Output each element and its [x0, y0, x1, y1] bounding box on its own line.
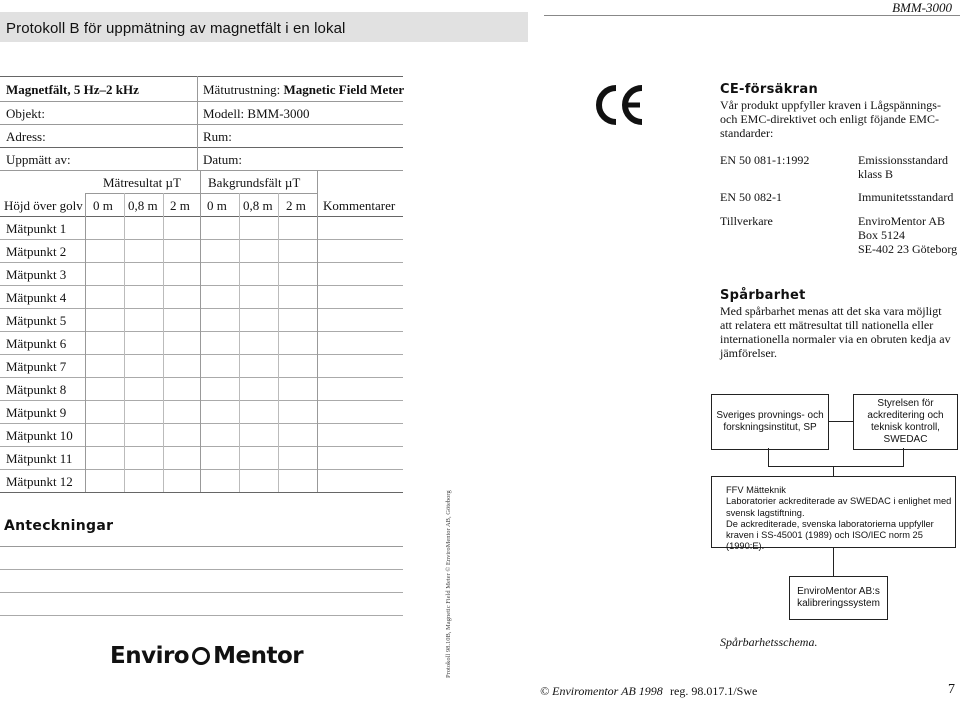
row-label: Mätpunkt 2 — [6, 244, 67, 259]
connector-line — [768, 466, 904, 467]
row-label: Mätpunkt 7 — [6, 359, 67, 374]
product-code: BMM-3000 — [892, 0, 952, 15]
logo-ring-icon — [192, 647, 210, 665]
model-field: Modell: BMM-3000 — [203, 106, 310, 121]
swedac-box — [853, 394, 958, 450]
background-header: Bakgrundsfält µT — [208, 175, 301, 190]
date-field[interactable]: Datum: — [203, 152, 242, 167]
footer-reg: reg. 98.017.1/Swe — [670, 684, 758, 698]
frequency-label: Magnetfält, 5 Hz–2 kHz — [6, 82, 139, 97]
result-header: Mätresultat µT — [103, 175, 181, 190]
row-label: Mätpunkt 8 — [6, 382, 67, 397]
page-title: Protokoll B för uppmätning av magnetfält i en lokal — [6, 20, 346, 37]
row-label: Mätpunkt 12 — [6, 474, 73, 489]
ce-std-1-desc: Emissionsstandard klass B — [858, 153, 948, 181]
col-0m: 0 m — [93, 198, 113, 213]
object-field[interactable]: Objekt: — [6, 106, 45, 121]
row-label: Mätpunkt 4 — [6, 290, 67, 305]
col-bg-08m: 0,8 m — [243, 198, 273, 213]
ce-body: Vår produkt uppfyller kraven i Lågspännings- och EMC-direktivet och enligt föjande EMC-standarder: — [720, 98, 941, 140]
manufacturer-label: Tillverkare — [720, 214, 773, 228]
col-comments: Kommentarer — [323, 198, 396, 213]
col-08m: 0,8 m — [128, 198, 158, 213]
sp-box-text: Sveriges provnings- och forskningsinstitut, SP — [716, 410, 824, 433]
ffv-box — [711, 476, 956, 552]
ce-std-2-desc: Immunitetsstandard — [858, 190, 954, 204]
room-field[interactable]: Rum: — [203, 129, 232, 144]
measured-by-field[interactable]: Uppmätt av: — [6, 152, 71, 167]
page-number: 7 — [948, 682, 955, 697]
sp-box — [711, 394, 829, 450]
schema-caption: Spårbarhetsschema. — [720, 635, 818, 649]
connector-line — [903, 448, 904, 466]
traceability-body: Med spårbarhet menas att det ska vara möjligt att relatera ett mätresultat till nationella eller internationella normaler via en obruten kedja av jämförelser. — [720, 304, 951, 360]
height-header: Höjd över golv — [4, 198, 83, 213]
connector-line — [828, 421, 853, 422]
col-2m: 2 m — [170, 198, 190, 213]
row-label: Mätpunkt 3 — [6, 267, 67, 282]
traceability-heading: Spårbarhet — [720, 288, 806, 303]
connector-line — [768, 448, 769, 466]
col-bg-2m: 2 m — [286, 198, 306, 213]
vertical-protocol-note: Protokoll 98.10B, Magnetic Field Meter © EnviroMentor AB, Göteborg — [445, 490, 452, 678]
footer-copyright: © Enviromentor AB 1998 — [540, 684, 663, 698]
logo-text-mentor: Mentor — [213, 643, 304, 669]
row-label: Mätpunkt 5 — [6, 313, 67, 328]
enviromentor-logo — [110, 641, 303, 671]
equipment-label: Mätutrustning: Magnetic Field Meter — [203, 82, 405, 97]
ce-std-2: EN 50 082-1 — [720, 190, 782, 204]
row-label: Mätpunkt 9 — [6, 405, 67, 420]
row-label: Mätpunkt 11 — [6, 451, 73, 466]
manufacturer-address: EnviroMentor AB Box 5124 SE-402 23 Göteborg — [858, 214, 958, 256]
enviromentor-cal-text: EnviroMentor AB:s kalibreringssystem — [797, 586, 880, 609]
ce-std-1: EN 50 081-1:1992 — [720, 153, 810, 167]
ffv-box-text: FFV Mätteknik Laboratorier ackrediterade av SWEDAC i enlighet med svensk lagstiftning. De ackrediterade, svenska laboratorierna uppfyller kraven i SS-45001 (1989) och ISO/IEC norm 25 (1990:E). — [726, 485, 952, 552]
connector-line — [833, 547, 834, 576]
enviromentor-cal-box — [789, 576, 888, 620]
row-label: Mätpunkt 10 — [6, 428, 73, 443]
connector-line — [833, 466, 834, 476]
ce-heading: CE-försäkran — [720, 82, 819, 97]
row-label: Mätpunkt 1 — [6, 221, 67, 236]
address-field[interactable]: Adress: — [6, 129, 46, 144]
logo-text-enviro: Enviro — [110, 643, 190, 669]
notes-heading: Anteckningar — [4, 518, 114, 534]
ce-mark-icon — [590, 82, 650, 133]
swedac-box-text: Styrelsen för ackreditering och teknisk kontroll, SWEDAC — [867, 398, 944, 445]
row-label: Mätpunkt 6 — [6, 336, 67, 351]
col-bg-0m: 0 m — [207, 198, 227, 213]
